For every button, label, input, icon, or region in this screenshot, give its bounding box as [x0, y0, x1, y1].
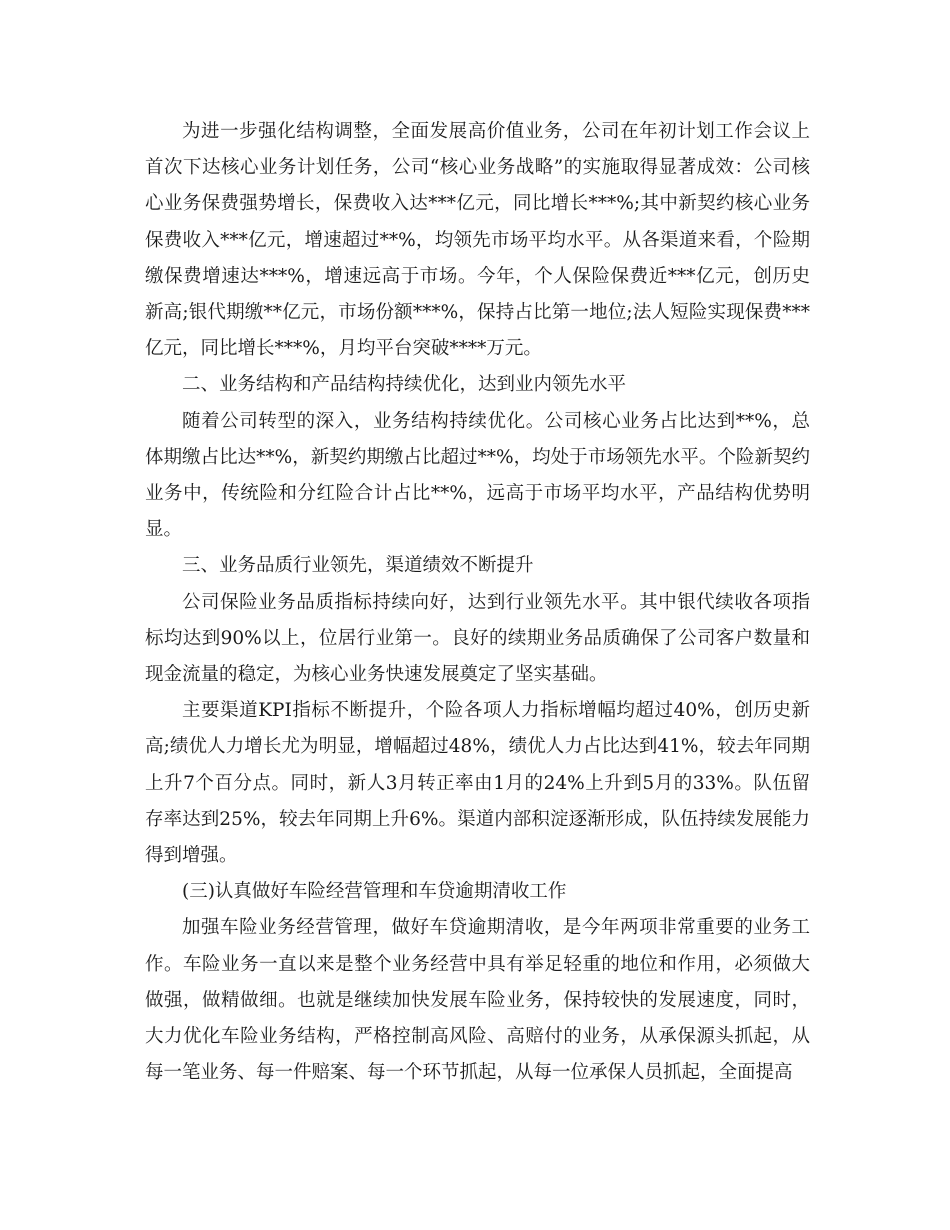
heading-business-quality: 三、业务品质行业领先，渠道绩效不断提升	[182, 555, 534, 577]
paragraph-business-quality: 公司保险业务品质指标持续向好，达到行业领先水平。其中银代续收各项指标均达到90%以上，位居行业第一。良好的续期业务品质确保了公司客户数量和现金流量的稳定，为核心业务快速发展奠定了坚实基础。	[145, 591, 810, 686]
heading-auto-insurance: (三)认真做好车险经营管理和车贷逾期清收工作	[182, 881, 567, 903]
document-body	[145, 114, 810, 1091]
paragraph-core-business-strategy: 为进一步强化结构调整，全面发展高价值业务，公司在年初计划工作会议上首次下达核心业务计划任务，公司“核心业务战略”的实施取得显著成效：公司核心业务保费强势增长，保费收入达***亿元，同比增长***%;其中新契约核心业务保费收入***亿元，增速超过**%，均领先市场平均水平。从各渠道来看，个险期缴保费增速达***%，增速远高于市场。今年，个人保险保费近***亿元，创历史新高;银代期缴**亿元，市场份额***%，保持占比第一地位;法人短险实现保费***亿元，同比增长***%，月均平台突破****万元。	[145, 121, 810, 360]
paragraph-channel-kpi: 主要渠道KPI指标不断提升，个险各项人力指标增幅均超过40%，创历史新高;绩优人力增长尤为明显，增幅超过48%，绩优人力占比达到41%，较去年同期上升7个百分点。同时，新人3月转正率由1月的24%上升到5月的33%。队伍留存率达到25%，较去年同期上升6%。渠道内部积淀逐渐形成，队伍持续发展能力得到增强。	[145, 700, 810, 867]
heading-business-structure: 二、业务结构和产品结构持续优化，达到业内领先水平	[182, 374, 627, 396]
paragraph-auto-insurance: 加强车险业务经营管理，做好车贷逾期清收，是今年两项非常重要的业务工作。车险业务一直以来是整个业务经营中具有举足轻重的地位和作用，必须做大做强，做精做细。也就是继续加快发展车险业务，保持较快的发展速度，同时，大力优化车险业务结构，严格控制高风险、高赔付的业务，从承保源头抓起，从每一笔业务、每一件赔案、每一个环节抓起，从每一位承保人员抓起，全面提高	[145, 917, 810, 1084]
paragraph-business-structure: 随着公司转型的深入，业务结构持续优化。公司核心业务占比达到**%，总体期缴占比达**%，新契约期缴占比超过**%，均处于市场领先水平。个险新契约业务中，传统险和分红险合计占比**%，远高于市场平均水平，产品结构优势明显。	[145, 410, 810, 541]
